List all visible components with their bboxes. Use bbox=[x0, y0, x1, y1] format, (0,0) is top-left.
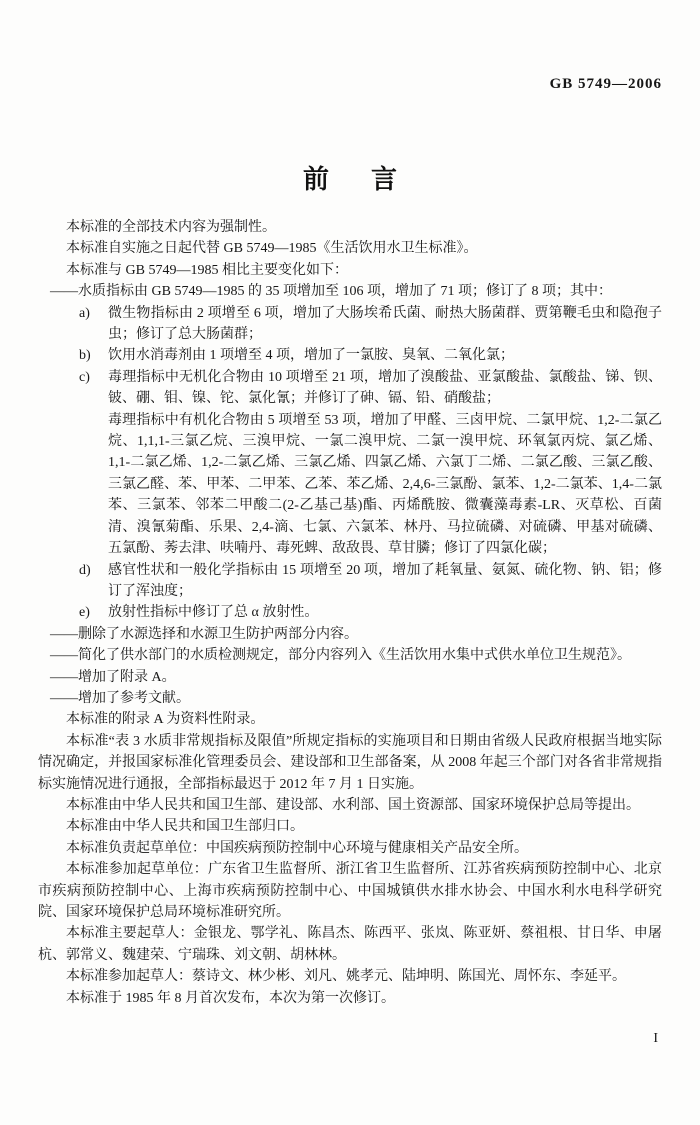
item-text: 毒理指标中无机化合物由 10 项增至 21 项，增加了溴酸盐、亚氯酸盐、氯酸盐、锑、钡、铍、硼、钼、镍、铊、氯化氰；并修订了砷、镉、铅、硝酸盐； bbox=[108, 369, 662, 407]
item-label: b) bbox=[79, 348, 91, 364]
item-text: 毒理指标中有机化合物由 5 项增至 53 项，增加了甲醛、三卤甲烷、二氯甲烷、1,2-二氯乙烷、1,1,1-三氯乙烷、三溴甲烷、一氯二溴甲烷、二氯一溴甲烷、环氧氯丙烷、氯乙烯、1,1-二氯乙烯、1,2-二氯乙烯、三氯乙烯、四氯乙烯、六氯丁二烯、二氯乙酸、三氯乙酸、三氯乙醛、苯、甲苯、二甲苯、乙苯、苯乙烯、2,4,6-三氯酚、氯苯、1,2-二氯苯、1,4-二氯苯、三氯苯、邻苯二甲酸二(2-乙基己基)酯、丙烯酰胺、微囊藻毒素-LR、灭草松、百菌清、溴氰菊酯、乐果、2,4-滴、七氯、六氯苯、林丹、马拉硫磷、对硫磷、甲基对硫磷、五氯酚、莠去津、呋喃丹、毒死蜱、敌敌畏、草甘膦；修订了四氯化碳； bbox=[108, 412, 662, 557]
item-label: e) bbox=[79, 605, 90, 621]
standard-code: GB 5749—2006 bbox=[549, 76, 662, 92]
item-text: 饮用水消毒剂由 1 项增至 4 项，增加了一氯胺、臭氧、二氧化氯； bbox=[108, 348, 514, 364]
paragraph: 本标准于 1985 年 8 月首次发布，本次为第一次修订。 bbox=[66, 990, 395, 1006]
dash-item: ——增加了参考文献。 bbox=[50, 690, 190, 706]
dash-item: ——水质指标由 GB 5749—1985 的 35 项增加至 106 项，增加了 71 项；修订了 8 项；其中： bbox=[50, 284, 612, 300]
dash-item: ——删除了水源选择和水源卫生防护两部分内容。 bbox=[50, 626, 358, 642]
paragraph: 本标准“表 3 水质非常规指标及限值”所规定指标的实施项目和日期由省级人民政府根据当地实际情况确定，并报国家标准化管理委员会、建设部和卫生部备案，从 2008 年起三个部门对各省非常规指标实施情况进行通报，全部指标最迟于 2012 年 7 月 1 日实施。 bbox=[38, 733, 662, 792]
dash-item: ——简化了供水部门的水质检测规定，部分内容列入《生活饮用水集中式供水单位卫生规范》。 bbox=[50, 648, 631, 664]
letter-item bbox=[38, 410, 662, 560]
paragraph: 本标准的全部技术内容为强制性。 bbox=[66, 220, 276, 235]
letter-item bbox=[38, 303, 662, 346]
paragraph: 本标准由中华人民共和国卫生部归口。 bbox=[66, 819, 304, 835]
paragraph: 本标准自实施之日起代替 GB 5749—1985《生活饮用水卫生标准》。 bbox=[66, 241, 478, 257]
letter-item bbox=[38, 602, 662, 623]
title-char-2: 言 bbox=[371, 164, 398, 195]
item-text: 微生物指标由 2 项增至 6 项，增加了大肠埃希氏菌、耐热大肠菌群、贾第鞭毛虫和隐孢子虫；修订了总大肠菌群； bbox=[108, 305, 662, 343]
dash-item: ——增加了附录 A。 bbox=[50, 669, 176, 685]
paragraph: 本标准由中华人民共和国卫生部、建设部、水利部、国土资源部、国家环境保护总局等提出。 bbox=[66, 797, 640, 813]
paragraph: 本标准参加起草人：蔡诗文、林少彬、刘凡、姚孝元、陆坤明、陈国光、周怀东、李延平。 bbox=[66, 969, 626, 985]
item-label: c) bbox=[79, 369, 90, 385]
item-text: 放射性指标中修订了总 α 放射性。 bbox=[108, 605, 319, 621]
page-number: I bbox=[653, 1031, 658, 1046]
document-body bbox=[38, 217, 662, 1009]
paragraph: 本标准与 GB 5749—1985 相比主要变化如下： bbox=[66, 262, 348, 278]
item-label: a) bbox=[79, 305, 90, 321]
item-label: d) bbox=[79, 562, 91, 578]
title-char-1: 前 bbox=[302, 164, 329, 195]
paragraph: 本标准参加起草单位：广东省卫生监督所、浙江省卫生监督所、江苏省疾病预防控制中心、北京市疾病预防控制中心、上海市疾病预防控制中心、中国城镇供水排水协会、中国水利水电科学研究院、国家环境保护总局环境标准研究所。 bbox=[38, 862, 662, 920]
paragraph: 本标准主要起草人：金银龙、鄂学礼、陈昌杰、陈西平、张岚、陈亚妍、蔡祖根、甘日华、申屠杭、郭常义、魏建荣、宁瑞珠、刘文朝、胡林林。 bbox=[38, 926, 662, 963]
letter-item bbox=[38, 367, 662, 410]
letter-item bbox=[38, 345, 662, 366]
letter-item bbox=[38, 560, 662, 603]
page-title bbox=[0, 159, 700, 196]
paragraph: 本标准的附录 A 为资料性附录。 bbox=[66, 712, 265, 728]
paragraph: 本标准负责起草单位：中国疾病预防控制中心环境与健康相关产品安全所。 bbox=[66, 840, 528, 856]
item-text: 感官性状和一般化学指标由 15 项增至 20 项，增加了耗氧量、氨氮、硫化物、钠、铝；修订了浑浊度； bbox=[108, 562, 662, 599]
